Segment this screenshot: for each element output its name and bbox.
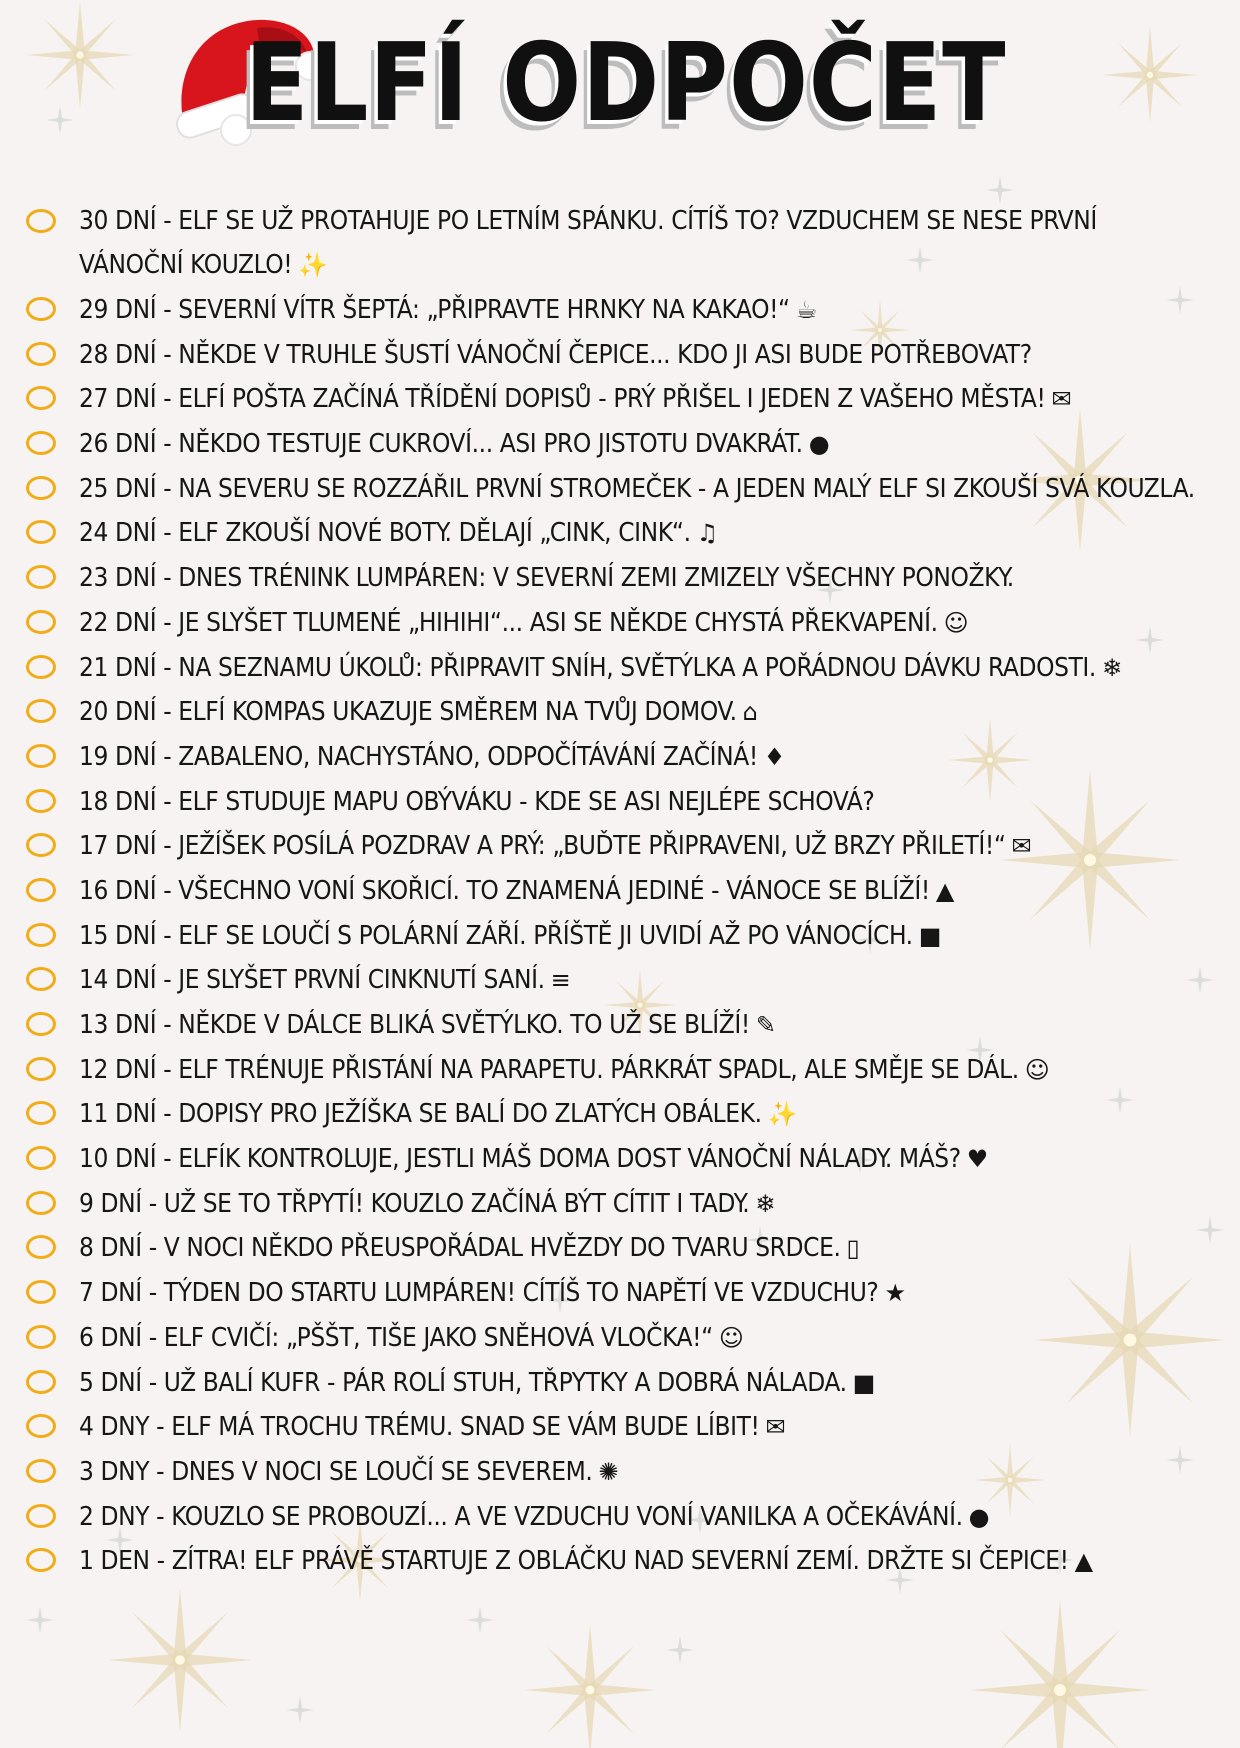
item-text-line [79, 333, 1219, 377]
snowflake-icon: ❄ [755, 1189, 775, 1218]
checkbox-circle[interactable] [26, 1548, 56, 1572]
checkbox-circle[interactable] [26, 476, 56, 500]
item-text: 28 DNÍ - NĚKDE V TRUHLE ŠUSTÍ VÁNOČNÍ ČEPICE... KDO JI ASI BUDE POTŘEBOVAT? [79, 339, 1032, 370]
item-text: 2 DNY - KOUZLO SE PROBOUZÍ... A VE VZDUCHU VONÍ VANILKA A OČEKÁVÁNÍ. [79, 1501, 963, 1532]
item-text-line [79, 690, 1219, 734]
checkbox-circle[interactable] [26, 1370, 56, 1394]
list-item [0, 1267, 1240, 1312]
list-item [0, 1222, 1240, 1267]
checkbox-circle[interactable] [26, 833, 56, 857]
item-text-line [79, 735, 1219, 779]
item-text: 26 DNÍ - NĚKDO TESTUJE CUKROVÍ... ASI PRO JISTOTU DVAKRÁT. [79, 429, 803, 460]
item-text: 13 DNÍ - NĚKDE V DÁLCE BLIKÁ SVĚTÝLKO. TO UŽ SE BLÍŽÍ! [79, 1010, 750, 1040]
list-item [0, 1446, 1240, 1491]
item-text: 25 DNÍ - NA SEVERU SE ROZZÁŘIL PRVNÍ STROMEČEK - A JEDEN MALÝ ELF SI ZKOUŠÍ SVÁ KOUZLA. [79, 473, 1195, 504]
checkbox-circle[interactable] [26, 297, 56, 321]
list-item [0, 1401, 1240, 1446]
list-item [0, 1535, 1240, 1580]
list-item [0, 373, 1240, 418]
item-text: 14 DNÍ - JE SLYŠET PRVNÍ CINKNUTÍ SANÍ. [79, 965, 545, 996]
item-text: 23 DNÍ - DNES TRÉNINK LUMPÁREN: V SEVERNÍ ZEMI ZMIZELY VŠECHNY PONOŽKY. [79, 563, 1014, 594]
item-text: 4 DNY - ELF MÁ TROCHU TRÉMU. SNAD SE VÁM BUDE LÍBIT! [79, 1412, 760, 1443]
checkbox-circle[interactable] [26, 386, 56, 410]
christmas-tree-icon: ▲ [935, 876, 954, 905]
item-text-line [79, 1092, 1219, 1136]
item-text: 30 DNÍ - ELF SE UŽ PROTAHUJE PO LETNÍM SPÁNKU. CÍTÍŠ TO? VZDUCHEM SE NESE PRVNÍ VÁNOČNÍ KOUZLO! [79, 206, 1097, 280]
item-text: 9 DNÍ - UŽ SE TO TŘPYTÍ! KOUZLO ZAČÍNÁ BÝT CÍTIT I TADY. [79, 1188, 750, 1219]
checkbox-circle[interactable] [26, 520, 56, 544]
list-item [0, 507, 1240, 552]
checkbox-circle[interactable] [26, 1504, 56, 1528]
list-item [0, 731, 1240, 776]
item-text-line [79, 1450, 1219, 1494]
sparkles-icon: ✨ [298, 251, 328, 279]
checkbox-circle[interactable] [26, 967, 56, 991]
list-item [0, 1088, 1240, 1133]
item-text: 7 DNÍ - TÝDEN DO STARTU LUMPÁREN! CÍTÍŠ TO NAPĚTÍ VE VZDUCHU? [79, 1278, 879, 1309]
checkbox-circle[interactable] [26, 878, 56, 902]
pudding-icon: ● [968, 1502, 990, 1531]
checkbox-circle[interactable] [26, 1146, 56, 1170]
list-item [0, 1133, 1240, 1178]
page-title: ELFÍ ODPOČET [245, 21, 1007, 146]
sled-icon: ≡ [550, 966, 571, 995]
list-item [0, 686, 1240, 731]
envelope-icon: ✉ [1011, 832, 1032, 861]
heart-icon: ♥ [966, 1145, 988, 1174]
item-text-line [79, 1182, 1219, 1226]
item-text-line [79, 1361, 1219, 1405]
item-text-line [79, 422, 1219, 466]
item-text-line [79, 288, 1219, 332]
list-item [0, 552, 1240, 597]
list-item [0, 597, 1240, 642]
item-text: 18 DNÍ - ELF STUDUJE MAPU OBÝVÁKU - KDE SE ASI NEJLÉPE SCHOVÁ? [79, 786, 875, 817]
item-text: 5 DNÍ - UŽ BALÍ KUFR - PÁR ROLÍ STUH, TŘPYTKY A DOBRÁ NÁLADA. [79, 1367, 847, 1398]
list-item [0, 195, 1240, 284]
item-text: 11 DNÍ - DOPISY PRO JEŽÍŠKA SE BALÍ DO ZLATÝCH OBÁLEK. [79, 1099, 762, 1130]
bell-icon: ♫ [696, 519, 718, 548]
item-text: 19 DNÍ - ZABALENO, NACHYSTÁNO, ODPOČÍTÁVÁNÍ ZAČÍNÁ! [79, 741, 758, 772]
shushing-face-icon: ☺ [718, 1323, 744, 1352]
item-text: 27 DNÍ - ELFÍ POŠTA ZAČÍNÁ TŘÍDĚNÍ DOPISŮ - PRÝ PŘIŠEL I JEDEN Z VAŠEHO MĚSTA! [79, 384, 1046, 415]
checkbox-circle[interactable] [26, 744, 56, 768]
checkbox-circle[interactable] [26, 1101, 56, 1125]
night-sky-icon: ■ [918, 921, 941, 950]
checkbox-circle[interactable] [26, 655, 56, 679]
checkbox-circle[interactable] [26, 1280, 56, 1304]
checkbox-circle[interactable] [26, 209, 56, 233]
item-text-line [79, 556, 1219, 600]
list-item [0, 418, 1240, 463]
item-text: 8 DNÍ - V NOCI NĚKDO PŘEUSPOŘÁDAL HVĚZDY DO TVARU SRDCE. [79, 1233, 841, 1264]
list-item [0, 776, 1240, 821]
item-text-line [79, 467, 1219, 511]
flashlight-icon: ✎ [755, 1011, 776, 1039]
item-text: 6 DNÍ - ELF CVIČÍ: „PŠŠT, TIŠE JAKO SNĚHOVÁ VLOČKA!“ [79, 1322, 713, 1353]
item-text-line [79, 1539, 1219, 1583]
countdown-list [0, 195, 1240, 1580]
item-text-line [79, 1137, 1219, 1181]
item-text-line [79, 869, 1219, 913]
list-item [0, 284, 1240, 329]
list-item [0, 329, 1240, 374]
grinning-face-icon: ☺ [1024, 1055, 1050, 1084]
house-icon: ⌂ [742, 698, 758, 727]
list-item [0, 999, 1240, 1044]
list-item [0, 1491, 1240, 1536]
item-text: 12 DNÍ - ELF TRÉNUJE PŘISTÁNÍ NA PARAPETU. PÁRKRÁT SPADL, ALE SMĚJE SE DÁL. [79, 1054, 1019, 1085]
checkbox-circle[interactable] [26, 1459, 56, 1483]
fireworks-icon: ✺ [598, 1457, 619, 1486]
item-text: 24 DNÍ - ELF ZKOUŠÍ NOVÉ BOTY. DĚLAJÍ „CINK, CINK“. [79, 518, 691, 549]
item-text-line [79, 377, 1219, 421]
winking-face-icon: ☺ [943, 608, 969, 637]
list-item [0, 1178, 1240, 1223]
item-text-line [79, 1048, 1219, 1092]
list-item [0, 910, 1240, 955]
item-text-line [79, 1405, 1219, 1449]
list-item [0, 954, 1240, 999]
item-text-line [79, 1226, 1219, 1270]
envelope-icon: ✉ [765, 1413, 786, 1442]
item-text: 20 DNÍ - ELFÍ KOMPAS UKAZUJE SMĚREM NA TVŮJ DOMOV. [79, 697, 737, 728]
snowflake-icon: ❄ [1101, 653, 1122, 682]
item-text: 16 DNÍ - VŠECHNO VONÍ SKOŘICÍ. TO ZNAMENÁ JEDINÉ - VÁNOCE SE BLÍŽÍ! [79, 875, 930, 906]
missing-glyph-icon: ▯ [846, 1234, 860, 1263]
list-item [0, 1312, 1240, 1357]
item-text-line [79, 1495, 1219, 1539]
list-item [0, 642, 1240, 687]
sparkles-icon: ✨ [767, 1100, 798, 1129]
item-text: 21 DNÍ - NA SEZNAMU ÚKOLŮ: PŘIPRAVIT SNÍH, SVĚTÝLKA A POŘÁDNOU DÁVKU RADOSTI. [79, 652, 1096, 683]
item-text: 1 DEN - ZÍTRA! ELF PRÁVĚ STARTUJE Z OBLÁČKU NAD SEVERNÍ ZEMÍ. DRŽTE SI ČEPICE! [79, 1546, 1069, 1577]
item-text: 17 DNÍ - JEŽÍŠEK POSÍLÁ POZDRAV A PRÝ: „BUĎTE PŘIPRAVENI, UŽ BRZY PŘILETÍ!“ [79, 831, 1006, 862]
checkbox-circle[interactable] [26, 1414, 56, 1438]
checkbox-circle[interactable] [26, 610, 56, 634]
checkbox-circle[interactable] [26, 431, 56, 455]
list-item [0, 463, 1240, 508]
item-text-line [79, 1316, 1219, 1360]
backpack-icon: ■ [852, 1368, 875, 1397]
checkbox-circle[interactable] [26, 789, 56, 813]
checkbox-circle[interactable] [26, 342, 56, 366]
list-item [0, 820, 1240, 865]
christmas-tree-icon: ▲ [1074, 1547, 1093, 1576]
item-text-line [79, 1271, 1219, 1315]
candle-icon: ♦ [763, 742, 785, 771]
item-text: 22 DNÍ - JE SLYŠET TLUMENÉ „HIHIHI“... ASI SE NĚKDE CHYSTÁ PŘEKVAPENÍ. [79, 607, 938, 638]
checkbox-circle[interactable] [26, 1325, 56, 1349]
item-text-line [79, 1003, 1219, 1047]
item-text-line [79, 646, 1219, 690]
item-text: 15 DNÍ - ELF SE LOUČÍ S POLÁRNÍ ZÁŘÍ. PŘÍŠTĚ JI UVIDÍ AŽ PO VÁNOCÍCH. [79, 920, 913, 951]
item-text-line [79, 601, 1219, 645]
checkbox-circle[interactable] [26, 1191, 56, 1215]
checkbox-circle[interactable] [26, 699, 56, 723]
mailbox-icon: ✉ [1051, 385, 1072, 414]
item-text-line [79, 511, 1219, 555]
glowing-star-icon: ★ [884, 1279, 906, 1308]
cocoa-mug-icon: ☕ [795, 296, 817, 324]
checkbox-circle[interactable] [26, 1012, 56, 1036]
item-text: 3 DNY - DNES V NOCI SE LOUČÍ SE SEVEREM. [79, 1456, 593, 1487]
checkbox-circle[interactable] [26, 1235, 56, 1259]
item-text-line [79, 914, 1219, 958]
list-item [0, 865, 1240, 910]
item-text-line [79, 199, 1149, 287]
item-text: 10 DNÍ - ELFÍK KONTROLUJE, JESTLI MÁŠ DOMA DOST VÁNOČNÍ NÁLADY. MÁŠ? [79, 1144, 961, 1175]
item-text-line [79, 824, 1219, 868]
list-item [0, 1044, 1240, 1089]
checkbox-circle[interactable] [26, 565, 56, 589]
checkbox-circle[interactable] [26, 923, 56, 947]
item-text-line [79, 958, 1219, 1002]
cookie-icon: ● [808, 430, 830, 459]
list-item [0, 1357, 1240, 1402]
checkbox-circle[interactable] [26, 1057, 56, 1081]
item-text: 29 DNÍ - SEVERNÍ VÍTR ŠEPTÁ: „PŘIPRAVTE HRNKY NA KAKAO!“ [79, 295, 790, 325]
item-text-line [79, 780, 1219, 824]
header [150, 8, 1050, 168]
